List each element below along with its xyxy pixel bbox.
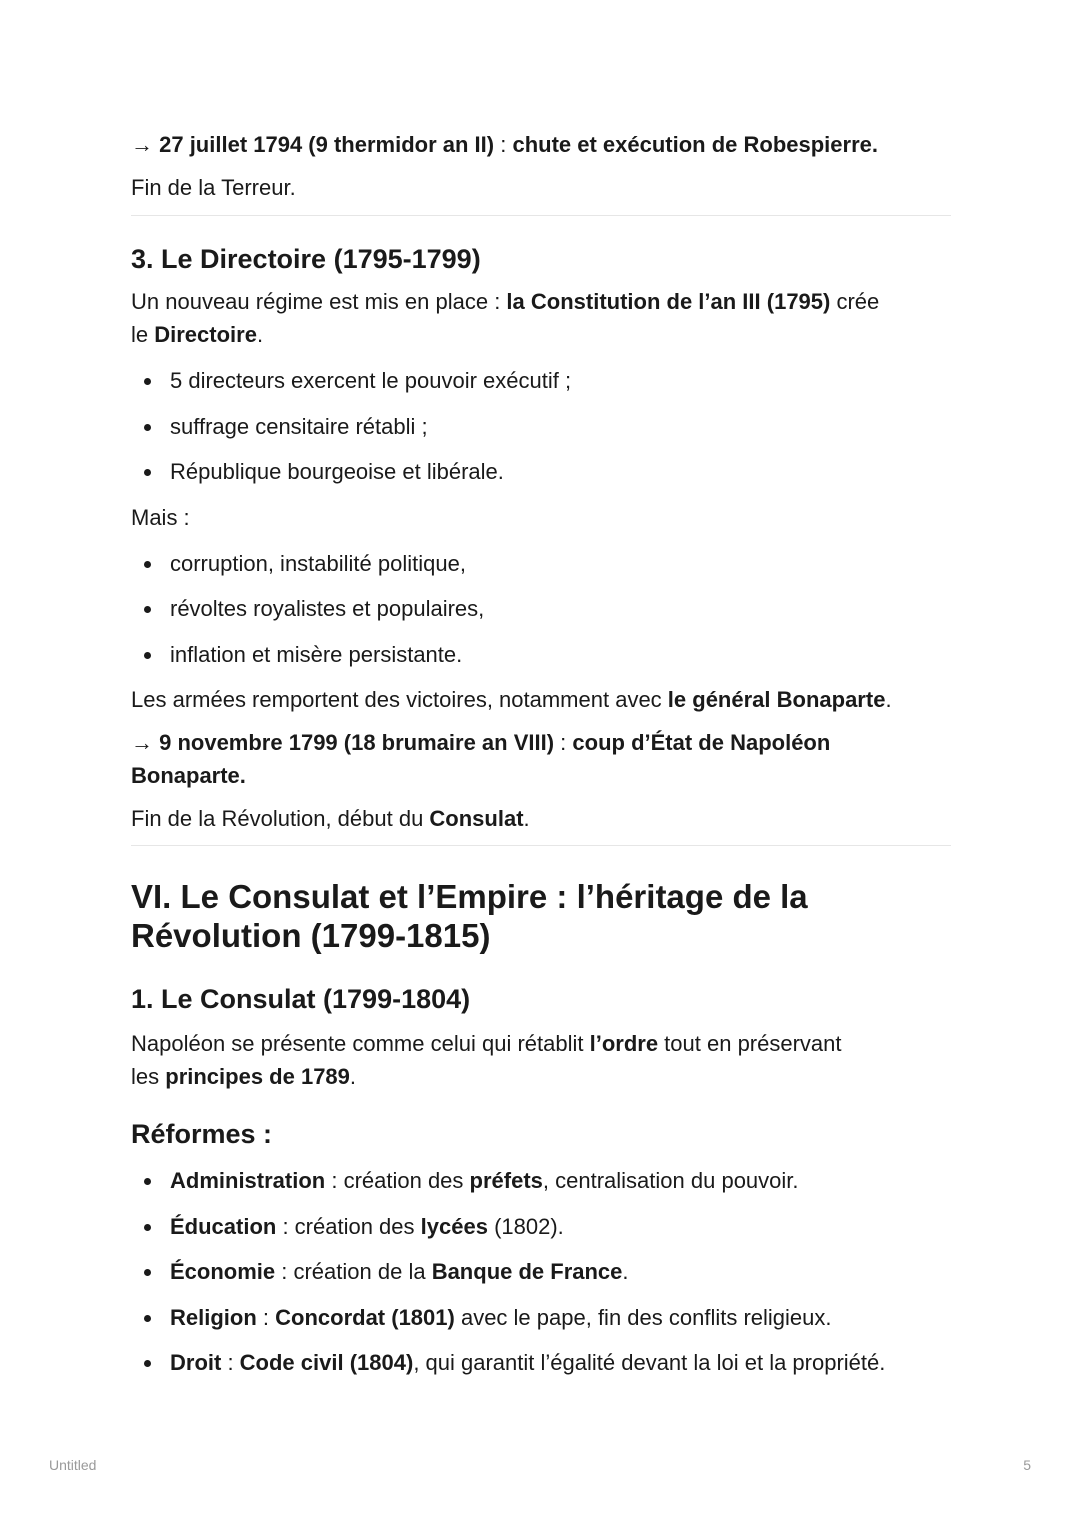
document-body	[131, 128, 951, 1392]
list-item: Droit : Code civil (1804), qui garantit l’égalité devant la loi et la propriété.	[131, 1346, 951, 1379]
armees-text: Les armées remportent des victoires, notamment avec le général Bonaparte.	[131, 687, 892, 712]
list-item: Économie : création de la Banque de France.	[131, 1255, 951, 1288]
divider	[131, 845, 951, 846]
list-item: République bourgeoise et libérale.	[131, 455, 951, 488]
consulat-heading: 1. Le Consulat (1799-1804)	[131, 984, 471, 1014]
reformes-heading: Réformes :	[131, 1119, 273, 1149]
end-terror-text: Fin de la Terreur.	[131, 175, 296, 200]
list-item: 5 directeurs exercent le pouvoir exécutif ;	[131, 364, 951, 397]
directoire-heading: 3. Le Directoire (1795-1799)	[131, 244, 481, 274]
thermidor-event: chute et exécution de Robespierre.	[512, 132, 878, 157]
list-item: corruption, instabilité politique,	[131, 547, 951, 580]
divider	[131, 215, 951, 216]
directoire-features-list	[131, 364, 951, 488]
page-number: 5	[1023, 1457, 1031, 1473]
mais-text: Mais :	[131, 504, 190, 530]
list-item: suffrage censitaire rétabli ;	[131, 410, 951, 443]
list-item: Éducation : création des lycées (1802).	[131, 1210, 951, 1243]
section-vi-heading: VI. Le Consulat et l’Empire : l’héritage de la Révolution (1799-1815)	[131, 878, 808, 954]
directoire-intro: Un nouveau régime est mis en place : la Constitution de l’an III (1795) crée le Directoire.	[131, 289, 880, 347]
consulat-intro: Napoléon se présente comme celui qui rétablit l’ordre tout en préservant les principes de 1789.	[131, 1031, 842, 1089]
thermidor-line: → 27 juillet 1794 (9 thermidor an II) : chute et exécution de Robespierre.	[131, 132, 878, 157]
document-title: Untitled	[49, 1457, 97, 1473]
list-item: inflation et misère persistante.	[131, 638, 951, 671]
list-item: Religion : Concordat (1801) avec le pape, fin des conflits religieux.	[131, 1301, 951, 1334]
list-item: révoltes royalistes et populaires,	[131, 592, 951, 625]
directoire-problems-list	[131, 547, 951, 671]
fin-revolution-text: Fin de la Révolution, début du Consulat.	[131, 806, 530, 831]
reformes-list	[131, 1164, 951, 1379]
brumaire-line: → 9 novembre 1799 (18 brumaire an VIII) : coup d’État de Napoléon Bonaparte.	[131, 730, 831, 788]
list-item: Administration : création des préfets, centralisation du pouvoir.	[131, 1164, 951, 1197]
thermidor-date: → 27 juillet 1794 (9 thermidor an II)	[131, 132, 495, 157]
